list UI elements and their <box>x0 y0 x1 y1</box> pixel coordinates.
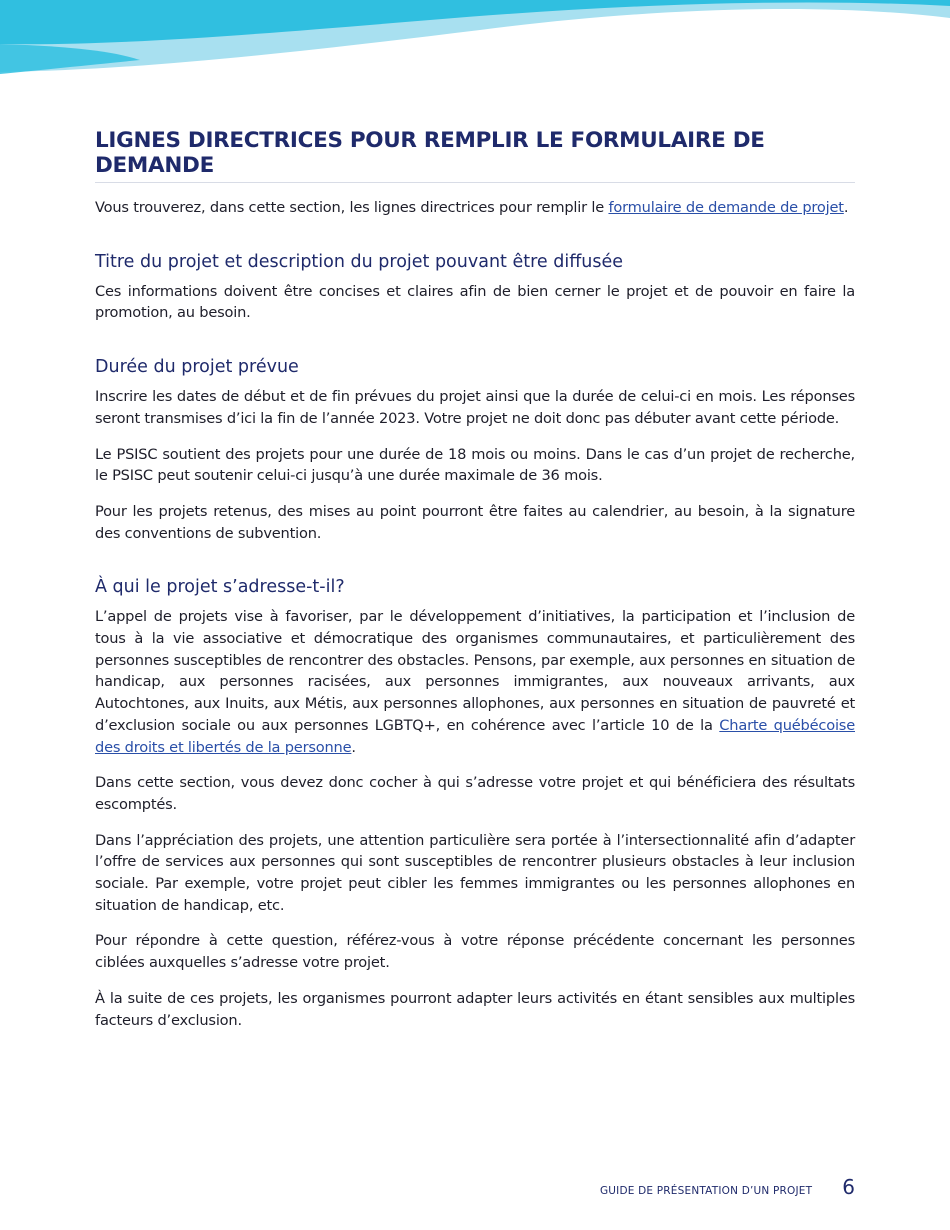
section-heading: Durée du projet prévue <box>95 357 299 378</box>
page-content <box>95 128 855 1045</box>
page-title: LIGNES DIRECTRICES POUR REMPLIR LE FORMULAIRE DE DEMANDE <box>95 128 855 183</box>
page-number: 6 <box>842 1175 855 1199</box>
section-project-duration <box>95 357 855 544</box>
paragraph: Le PSISC soutient des projets pour une durée de 18 mois ou moins. Dans le cas d’un projet de recherche, le PSISC peut soutenir celui-ci jusqu’à une durée maximale de 36 mois. <box>95 445 855 485</box>
section-target-audience <box>95 577 855 1031</box>
paragraph: Pour répondre à cette question, référez-vous à votre réponse précédente concernant les personnes ciblées auxquelles s’adresse votre projet. <box>95 932 855 972</box>
paragraph: Ces informations doivent être concises et claires afin de bien cerner le projet et de pouvoir en faire la promotion, au besoin. <box>95 282 855 322</box>
page-footer <box>600 1175 855 1199</box>
footer-document-title: GUIDE DE PRÉSENTATION D’UN PROJET <box>599 1185 813 1197</box>
paragraph: Dans l’appréciation des projets, une attention particulière sera portée à l’intersectionnalité afin d’adapter l’offre de services aux personnes qui sont susceptibles de rencontrer plusieurs obstacles à leur inclusion sociale. Par exemple, votre projet peut cibler les femmes immigrantes ou les personnes allophones en situation de handicap, etc. <box>95 831 855 914</box>
section-heading: Titre du projet et description du projet pouvant être diffusée <box>95 251 623 272</box>
charter-link[interactable]: Charte québécoise des droits et libertés de la personne <box>95 716 855 756</box>
header-wave-decoration <box>0 0 950 80</box>
paragraph: L’appel de projets vise à favoriser, par le développement d’initiatives, la participation et l’inclusion de tous à la vie associative et démocratique des organismes communautaires, et particulièrement des personnes susceptibles de rencontrer des obstacles. Pensons, par exemple, aux personnes en situation de handicap, aux personnes racisées, aux personnes immigrantes, aux nouveaux arrivants, aux Autochtones, aux Inuits, aux Métis, aux personnes allophones, aux personnes en situation de pauvreté et d’exclusion sociale ou aux personnes LGBTQ+, en cohérence avec l’article 10 de la Charte québécoise des droits et libertés de la personne. <box>95 608 855 756</box>
paragraph: À la suite de ces projets, les organismes pourront adapter leurs activités en étant sensibles aux multiples facteurs d’exclusion. <box>95 989 855 1029</box>
paragraph: Pour les projets retenus, des mises au point pourront être faites au calendrier, au besoin, à la signature des conventions de subvention. <box>95 502 855 542</box>
paragraph: Inscrire les dates de début et de fin prévues du projet ainsi que la durée de celui-ci en mois. Les réponses seront transmises d’ici la fin de l’année 2023. Votre projet ne doit donc pas débuter avant cette période. <box>95 388 855 427</box>
intro-paragraph: Vous trouverez, dans cette section, les lignes directrices pour remplir le formulaire de demande de projet. <box>95 199 849 216</box>
section-project-title <box>95 252 855 324</box>
section-heading: À qui le projet s’adresse-t-il? <box>95 577 345 598</box>
application-form-link[interactable]: formulaire de demande de projet <box>608 199 844 216</box>
paragraph: Dans cette section, vous devez donc cocher à qui s’adresse votre projet et qui bénéficiera des résultats escomptés. <box>95 774 855 813</box>
